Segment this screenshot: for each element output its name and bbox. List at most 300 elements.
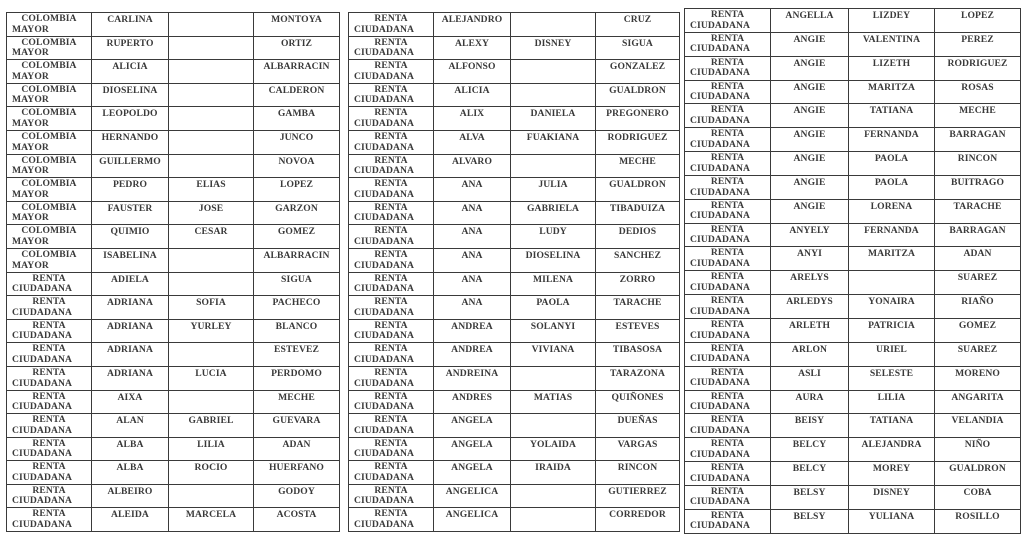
last-name-cell: BARRAGAN [935, 128, 1021, 152]
last-name-cell: RODRIGUEZ [935, 56, 1021, 80]
middle-name-cell: VALENTINA [849, 32, 935, 56]
first-name-cell: GUILLERMO [92, 154, 169, 178]
last-name-cell: ROSAS [935, 80, 1021, 104]
middle-name-cell: MATIAS [511, 390, 596, 414]
program-cell [7, 272, 92, 296]
program-label: RENTA [374, 154, 408, 166]
first-name-cell: ANA [434, 296, 511, 320]
program-label: RENTA [32, 461, 66, 473]
program-label: CIUDADANA [690, 520, 751, 532]
middle-name-cell: LIZETH [849, 56, 935, 80]
program-label: RENTA [32, 296, 66, 308]
program-label: CIUDADANA [690, 19, 751, 31]
first-name-cell: BELSY [771, 509, 849, 533]
first-name-cell: ADRIANA [92, 296, 169, 320]
middle-name-cell: MILENA [511, 272, 596, 296]
first-name-cell: ARELYS [771, 271, 849, 295]
table-row [349, 178, 680, 202]
last-name-cell: DUEÑAS [596, 414, 680, 438]
program-label: MAYOR [12, 94, 49, 106]
program-label: COLOMBIA [21, 36, 77, 48]
program-cell [7, 201, 92, 225]
program-label: CIUDADANA [12, 401, 73, 413]
first-name-cell: ANDRES [434, 390, 511, 414]
middle-name-cell [169, 13, 254, 37]
table-row [685, 271, 1021, 295]
program-label: CIUDADANA [690, 353, 751, 365]
first-name-cell: ANGELICA [434, 484, 511, 508]
program-label: CIUDADANA [354, 259, 415, 271]
program-label: CIUDADANA [690, 281, 751, 293]
last-name-cell: NIÑO [935, 438, 1021, 462]
table-row [7, 414, 340, 438]
program-label: CIUDADANA [690, 377, 751, 389]
middle-name-cell: LILIA [169, 437, 254, 461]
first-name-cell: QUIMIO [92, 225, 169, 249]
last-name-cell: RIAÑO [935, 295, 1021, 319]
program-label: COLOMBIA [21, 130, 77, 142]
program-label: CIUDADANA [690, 305, 751, 317]
middle-name-cell: TATIANA [849, 414, 935, 438]
program-label: RENTA [710, 128, 745, 140]
first-name-cell: ADRIANA [92, 366, 169, 390]
last-name-cell: ADAN [935, 247, 1021, 271]
program-label: RENTA [374, 508, 408, 520]
program-label: RENTA [374, 484, 408, 496]
last-name-cell: SUAREZ [935, 271, 1021, 295]
table-row [685, 247, 1021, 271]
middle-name-cell: URIEL [849, 342, 935, 366]
middle-name-cell: CESAR [169, 225, 254, 249]
table-row [7, 201, 340, 225]
middle-name-cell: SOLANYI [511, 319, 596, 343]
table-row [349, 130, 680, 154]
program-label: RENTA [710, 175, 745, 187]
program-cell [685, 128, 771, 152]
last-name-cell: GUTIERREZ [596, 484, 680, 508]
first-name-cell: ALEJANDRO [434, 13, 511, 37]
program-label: MAYOR [12, 141, 49, 153]
middle-name-cell [169, 343, 254, 367]
program-label: RENTA [32, 343, 66, 355]
last-name-cell: MONTOYA [254, 13, 340, 37]
middle-name-cell: PATRICIA [849, 318, 935, 342]
program-label: CIUDADANA [354, 519, 415, 531]
table-row [7, 154, 340, 178]
program-cell [685, 199, 771, 223]
program-label: RENTA [374, 60, 408, 72]
middle-name-cell: LUCIA [169, 366, 254, 390]
program-cell [7, 366, 92, 390]
program-label: CIUDADANA [12, 471, 73, 483]
first-name-cell: ALBA [92, 437, 169, 461]
table-row [685, 128, 1021, 152]
table-row [349, 36, 680, 60]
program-cell [685, 438, 771, 462]
middle-name-cell [169, 272, 254, 296]
program-label: RENTA [710, 414, 745, 426]
first-name-cell: FAUSTER [92, 201, 169, 225]
middle-name-cell: PAOLA [849, 152, 935, 176]
program-label: CIUDADANA [354, 495, 415, 507]
program-label: RENTA [374, 390, 408, 402]
program-cell [7, 508, 92, 532]
program-label: COLOMBIA [21, 248, 77, 260]
table-row [349, 437, 680, 461]
program-label: RENTA [710, 32, 745, 44]
program-cell [7, 343, 92, 367]
middle-name-cell [169, 484, 254, 508]
program-label: RENTA [32, 414, 66, 426]
first-name-cell: ISABELINA [92, 248, 169, 272]
last-name-cell: ANGARITA [935, 390, 1021, 414]
program-cell [349, 13, 434, 37]
middle-name-cell: TATIANA [849, 104, 935, 128]
first-name-cell: ANGIE [771, 32, 849, 56]
program-label: RENTA [710, 56, 745, 68]
first-name-cell: ANGIE [771, 199, 849, 223]
last-name-cell: CALDERON [254, 83, 340, 107]
table-row [7, 83, 340, 107]
middle-name-cell: LILIA [849, 390, 935, 414]
beneficiaries-table-left [6, 12, 340, 532]
program-cell [685, 247, 771, 271]
program-cell [7, 437, 92, 461]
last-name-cell: MECHE [596, 154, 680, 178]
program-label: RENTA [374, 461, 408, 473]
program-label: CIUDADANA [354, 70, 415, 82]
program-cell [685, 104, 771, 128]
first-name-cell: ANDREA [434, 343, 511, 367]
program-cell [685, 271, 771, 295]
last-name-cell: VARGAS [596, 437, 680, 461]
program-label: CIUDADANA [690, 138, 751, 150]
first-name-cell: ARLETH [771, 318, 849, 342]
last-name-cell: LOPEZ [254, 178, 340, 202]
program-label: RENTA [374, 36, 408, 48]
middle-name-cell: JULIA [511, 178, 596, 202]
table-row [7, 296, 340, 320]
table-row [7, 437, 340, 461]
program-cell [685, 318, 771, 342]
first-name-cell: ALBEIRO [92, 484, 169, 508]
middle-name-cell: LORENA [849, 199, 935, 223]
program-cell [7, 248, 92, 272]
first-name-cell: ANGELA [434, 461, 511, 485]
first-name-cell: ANA [434, 248, 511, 272]
last-name-cell: RINCON [596, 461, 680, 485]
program-label: COLOMBIA [21, 107, 77, 119]
table-row [685, 223, 1021, 247]
last-name-cell: TARAZONA [596, 366, 680, 390]
last-name-cell: CORREDOR [596, 508, 680, 532]
last-name-cell: MECHE [254, 390, 340, 414]
first-name-cell: ANGIE [771, 152, 849, 176]
last-name-cell: ROSILLO [935, 509, 1021, 533]
program-cell [685, 295, 771, 319]
middle-name-cell: GABRIELA [511, 201, 596, 225]
last-name-cell: JUNCO [254, 130, 340, 154]
program-label: RENTA [710, 318, 745, 330]
middle-name-cell: MOREY [849, 462, 935, 486]
program-label: RENTA [374, 130, 408, 142]
last-name-cell: GARZON [254, 201, 340, 225]
table-row [685, 152, 1021, 176]
program-cell [7, 484, 92, 508]
middle-name-cell: ROCIO [169, 461, 254, 485]
program-label: RENTA [710, 9, 745, 20]
middle-name-cell: MARCELA [169, 508, 254, 532]
program-label: CIUDADANA [354, 306, 415, 318]
last-name-cell: GUEVARA [254, 414, 340, 438]
program-label: CIUDADANA [690, 258, 751, 270]
program-label: RENTA [374, 343, 408, 355]
program-label: RENTA [374, 248, 408, 260]
first-name-cell: LEOPOLDO [92, 107, 169, 131]
middle-name-cell: PAOLA [849, 175, 935, 199]
first-name-cell: ANGIE [771, 104, 849, 128]
program-label: RENTA [710, 485, 745, 497]
last-name-cell: BLANCO [254, 319, 340, 343]
first-name-cell: ANGELLA [771, 9, 849, 33]
program-cell [7, 319, 92, 343]
program-cell [685, 9, 771, 33]
table-row [349, 508, 680, 532]
program-cell [685, 80, 771, 104]
table-row [349, 414, 680, 438]
first-name-cell: ANGELICA [434, 508, 511, 532]
program-cell [349, 366, 434, 390]
last-name-cell: VELANDIA [935, 414, 1021, 438]
program-label: RENTA [710, 247, 745, 259]
first-name-cell: ALFONSO [434, 60, 511, 84]
last-name-cell: SUAREZ [935, 342, 1021, 366]
last-name-cell: GAMBA [254, 107, 340, 131]
table-row [349, 366, 680, 390]
middle-name-cell: DANIELA [511, 107, 596, 131]
last-name-cell: ADAN [254, 437, 340, 461]
program-label: RENTA [710, 152, 745, 164]
first-name-cell: ANGELA [434, 437, 511, 461]
first-name-cell: ADRIANA [92, 319, 169, 343]
middle-name-cell: GABRIEL [169, 414, 254, 438]
table-row [7, 130, 340, 154]
program-label: RENTA [374, 296, 408, 308]
program-label: RENTA [710, 199, 745, 211]
middle-name-cell: YOLAIDA [511, 437, 596, 461]
program-cell [7, 36, 92, 60]
table-row [7, 60, 340, 84]
middle-name-cell [169, 130, 254, 154]
table-row [685, 414, 1021, 438]
table-row [685, 390, 1021, 414]
program-label: RENTA [374, 437, 408, 449]
middle-name-cell: MARITZA [849, 247, 935, 271]
program-label: CIUDADANA [690, 91, 751, 103]
table-row [349, 390, 680, 414]
program-label: CIUDADANA [354, 117, 415, 129]
last-name-cell: GODOY [254, 484, 340, 508]
program-label: CIUDADANA [690, 401, 751, 413]
last-name-cell: GUALDRON [596, 178, 680, 202]
last-name-cell: ALBARRACIN [254, 60, 340, 84]
table-row [685, 509, 1021, 533]
last-name-cell: ZORRO [596, 272, 680, 296]
middle-name-cell [169, 60, 254, 84]
first-name-cell: AURA [771, 390, 849, 414]
program-cell [7, 225, 92, 249]
first-name-cell: BEISY [771, 414, 849, 438]
middle-name-cell [511, 83, 596, 107]
program-cell [685, 509, 771, 533]
middle-name-cell: MARITZA [849, 80, 935, 104]
program-cell [349, 484, 434, 508]
program-label: COLOMBIA [21, 154, 77, 166]
program-cell [349, 508, 434, 532]
program-label: CIUDADANA [690, 329, 751, 341]
table-row [349, 319, 680, 343]
program-label: CIUDADANA [690, 43, 751, 55]
program-label: CIUDADANA [354, 424, 415, 436]
table-row [685, 32, 1021, 56]
program-cell [7, 178, 92, 202]
program-label: CIUDADANA [354, 188, 415, 200]
program-cell [685, 223, 771, 247]
first-name-cell: ARLEDYS [771, 295, 849, 319]
last-name-cell: ORTIZ [254, 36, 340, 60]
program-label: MAYOR [12, 23, 49, 35]
program-cell [349, 461, 434, 485]
program-label: RENTA [374, 83, 408, 95]
program-cell [7, 461, 92, 485]
first-name-cell: ANA [434, 201, 511, 225]
program-label: CIUDADANA [12, 495, 73, 507]
middle-name-cell: JOSE [169, 201, 254, 225]
table-row [7, 36, 340, 60]
first-name-cell: ADIELA [92, 272, 169, 296]
program-label: CIUDADANA [12, 283, 73, 295]
program-label: CIUDADANA [690, 186, 751, 198]
table-row [349, 296, 680, 320]
program-label: RENTA [710, 438, 745, 450]
program-cell [685, 56, 771, 80]
program-label: CIUDADANA [354, 212, 415, 224]
program-cell [685, 485, 771, 509]
program-label: MAYOR [12, 165, 49, 177]
first-name-cell: ADRIANA [92, 343, 169, 367]
table-row [7, 107, 340, 131]
program-label: COLOMBIA [21, 201, 77, 213]
first-name-cell: ALICIA [434, 83, 511, 107]
program-cell [7, 13, 92, 37]
last-name-cell: MECHE [935, 104, 1021, 128]
program-label: MAYOR [12, 188, 49, 200]
first-name-cell: ANGIE [771, 56, 849, 80]
table-row [349, 13, 680, 37]
table-row [685, 366, 1021, 390]
program-label: RENTA [374, 319, 408, 331]
program-cell [7, 130, 92, 154]
middle-name-cell: PAOLA [511, 296, 596, 320]
last-name-cell: MORENO [935, 366, 1021, 390]
middle-name-cell: DISNEY [511, 36, 596, 60]
middle-name-cell: VIVIANA [511, 343, 596, 367]
middle-name-cell: DIOSELINA [511, 248, 596, 272]
last-name-cell: QUIÑONES [596, 390, 680, 414]
program-cell [7, 107, 92, 131]
program-label: MAYOR [12, 117, 49, 129]
table-row [7, 366, 340, 390]
table-row [685, 342, 1021, 366]
table-row [7, 461, 340, 485]
middle-name-cell [511, 508, 596, 532]
middle-name-cell [169, 390, 254, 414]
table-row [685, 104, 1021, 128]
middle-name-cell: ALEJANDRA [849, 438, 935, 462]
last-name-cell: SANCHEZ [596, 248, 680, 272]
program-label: CIUDADANA [12, 424, 73, 436]
program-cell [685, 366, 771, 390]
table-row [685, 295, 1021, 319]
middle-name-cell: SELESTE [849, 366, 935, 390]
table-row [349, 225, 680, 249]
first-name-cell: CARLINA [92, 13, 169, 37]
last-name-cell: PEREZ [935, 32, 1021, 56]
middle-name-cell: IRAIDA [511, 461, 596, 485]
program-cell [349, 107, 434, 131]
first-name-cell: ANA [434, 272, 511, 296]
program-label: CIUDADANA [12, 377, 73, 389]
last-name-cell: GOMEZ [254, 225, 340, 249]
program-cell [685, 462, 771, 486]
table-row [685, 80, 1021, 104]
program-label: MAYOR [12, 47, 49, 59]
program-cell [7, 296, 92, 320]
last-name-cell: TARACHE [596, 296, 680, 320]
program-label: MAYOR [12, 70, 49, 82]
first-name-cell: BELCY [771, 462, 849, 486]
table-row [685, 438, 1021, 462]
last-name-cell: ESTEVEZ [254, 343, 340, 367]
first-name-cell: RUPERTO [92, 36, 169, 60]
first-name-cell: ANGIE [771, 80, 849, 104]
program-label: COLOMBIA [21, 83, 77, 95]
table-row [349, 154, 680, 178]
last-name-cell: GUALDRON [596, 83, 680, 107]
program-label: CIUDADANA [690, 162, 751, 174]
first-name-cell: PEDRO [92, 178, 169, 202]
program-label: MAYOR [12, 235, 49, 247]
program-label: RENTA [32, 390, 66, 402]
last-name-cell: PREGONERO [596, 107, 680, 131]
first-name-cell: ANA [434, 178, 511, 202]
last-name-cell: COBA [935, 485, 1021, 509]
program-label: RENTA [710, 462, 745, 474]
program-cell [7, 414, 92, 438]
table-row [7, 225, 340, 249]
first-name-cell: ANDREINA [434, 366, 511, 390]
middle-name-cell: FUAKIANA [511, 130, 596, 154]
program-label: CIUDADANA [354, 377, 415, 389]
beneficiaries-table-middle [348, 12, 680, 532]
table-row [7, 248, 340, 272]
program-label: CIUDADANA [12, 306, 73, 318]
program-cell [349, 36, 434, 60]
program-cell [349, 437, 434, 461]
program-label: CIUDADANA [354, 94, 415, 106]
middle-name-cell [511, 366, 596, 390]
middle-name-cell [511, 414, 596, 438]
